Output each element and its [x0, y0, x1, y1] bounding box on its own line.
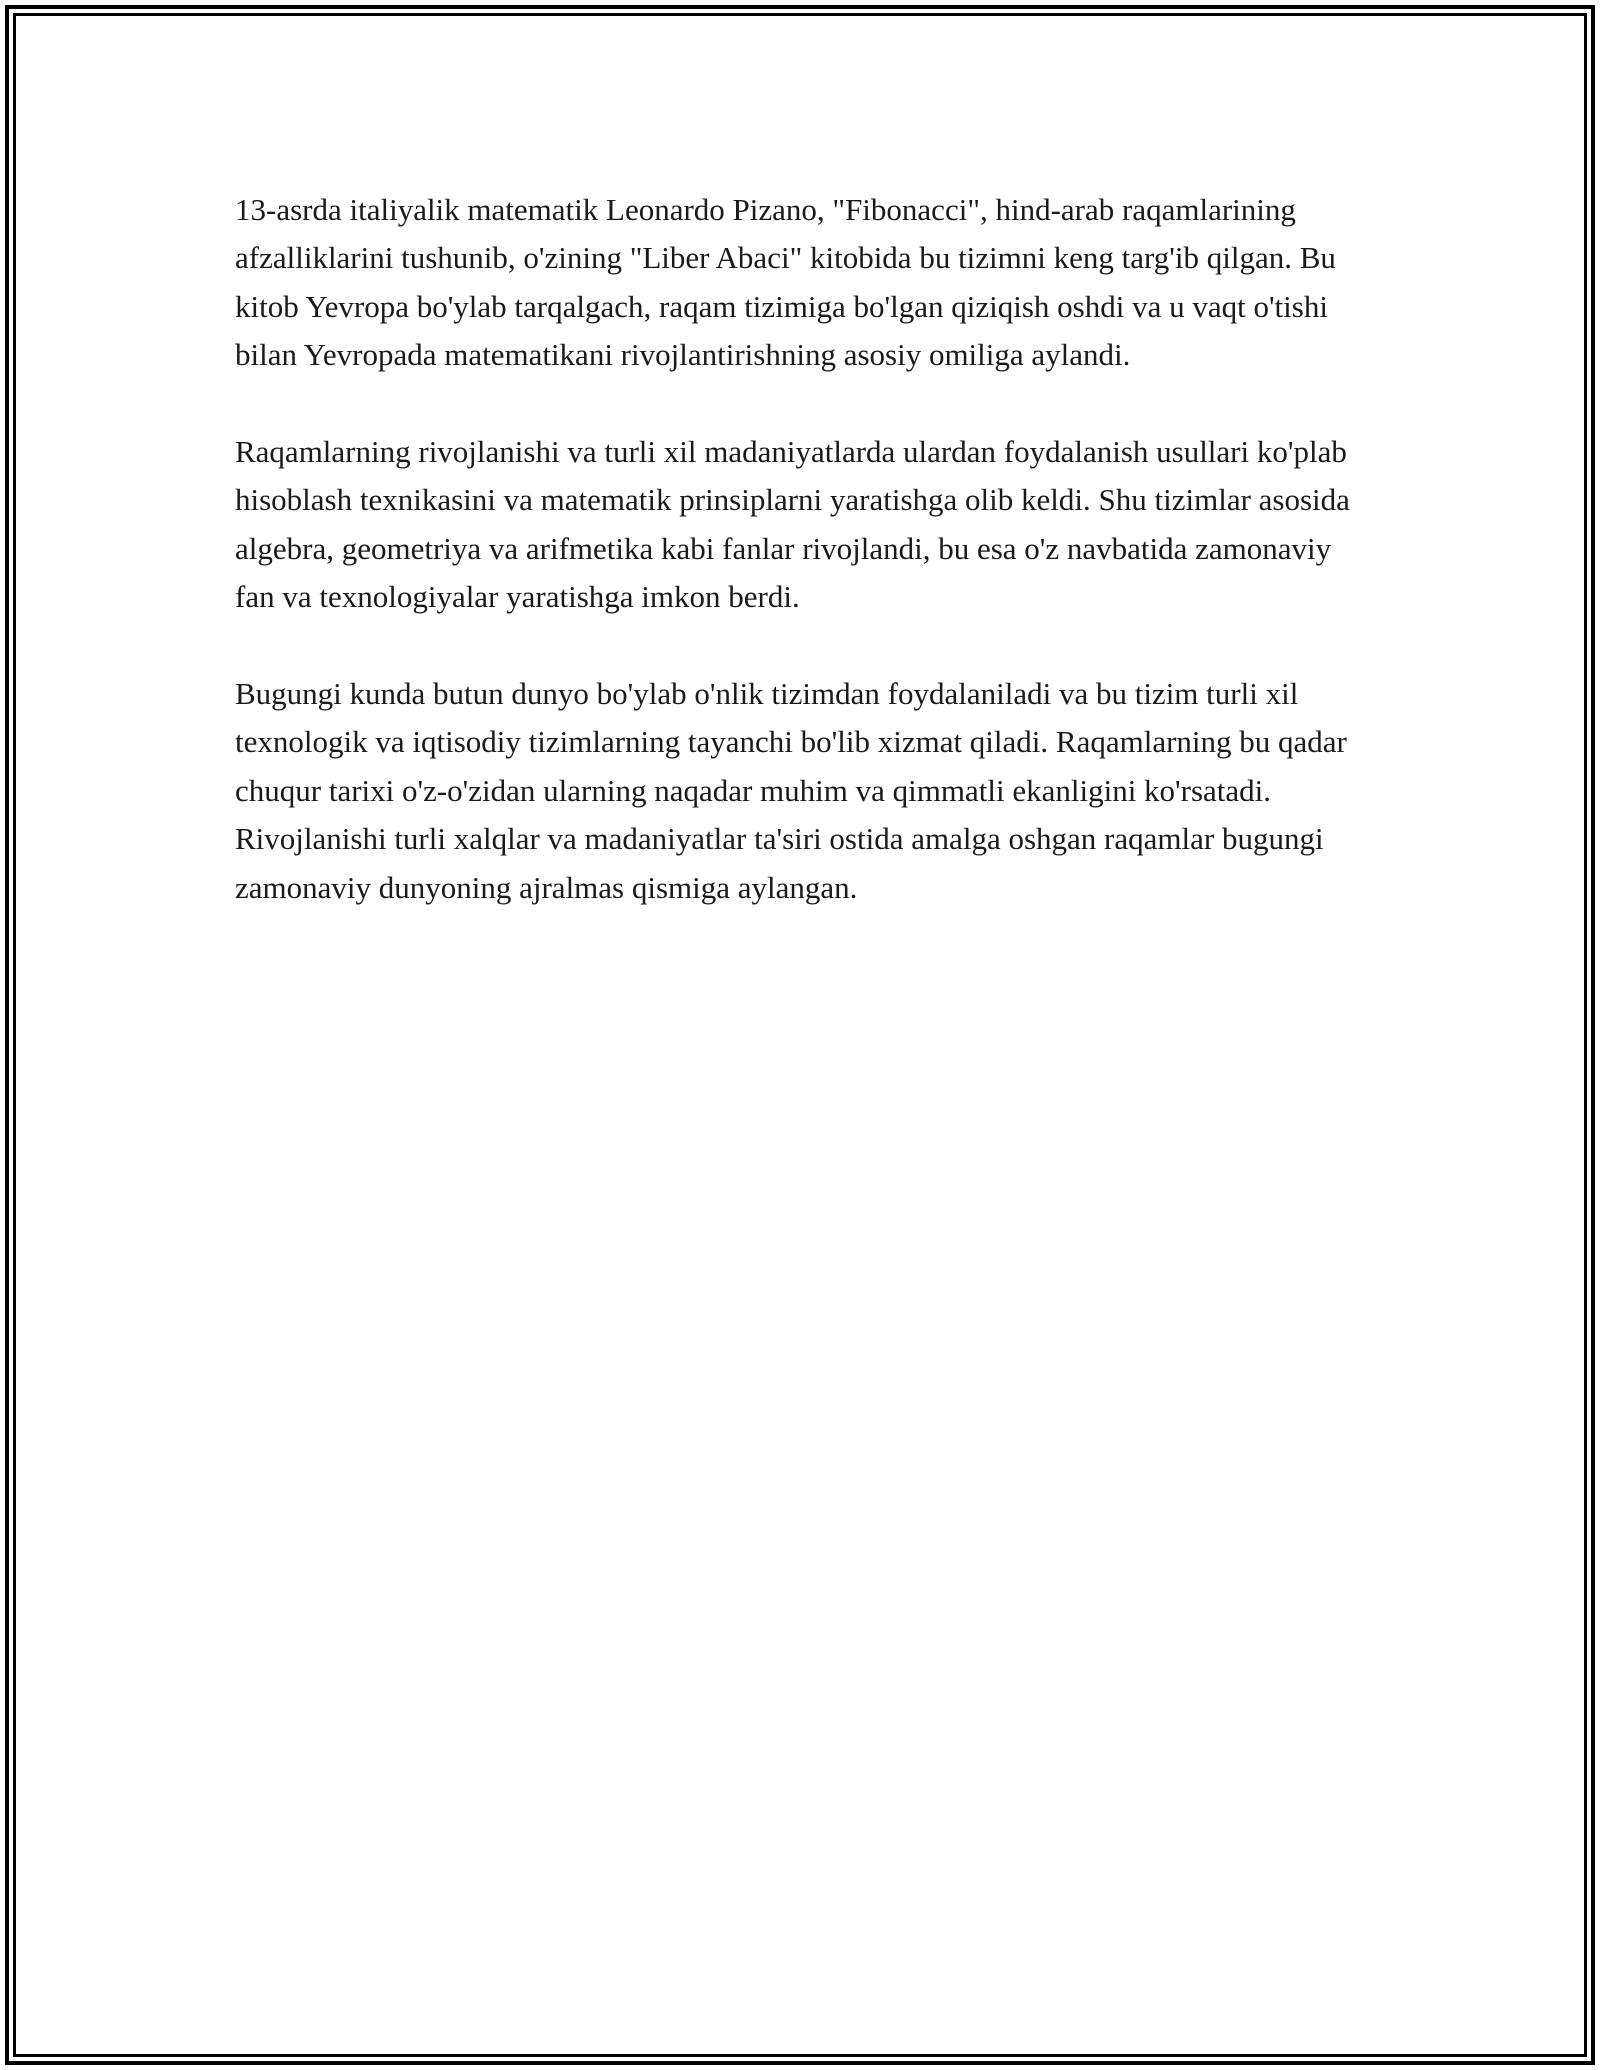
paragraph-1: 13-asrda italiyalik matematik Leonardo Pizano, "Fibonacci", hind-arab raqamlarining afzalliklarini tushunib, o'zining "Liber Abaci" kitobida bu tizimni keng targ'ib qilgan. Bu kitob Yevropa bo'ylab tarqalgach, raqam tizimiga bo'lgan qiziqish oshdi va u vaqt o'tishi bilan Yevropada matematikani rivojlantirishning asosiy omiliga aylandi. [235, 192, 1336, 373]
paragraph-3: Bugungi kunda butun dunyo bo'ylab o'nlik tizimdan foydalaniladi va bu tizim turli xil texnologik va iqtisodiy tizimlarning tayanchi bo'lib xizmat qiladi. Raqamlarning bu qadar chuqur tarixi o'z-o'zidan ularning naqadar muhim va qimmatli ekanligini ko'rsatadi. Rivojlanishi turli xalqlar va madaniyatlar ta'siri ostida amalga oshgan raqamlar bugungi zamonaviy dunyoning ajralmas qismiga aylangan. [235, 676, 1347, 905]
document-body [235, 186, 1375, 960]
paragraph-2: Raqamlarning rivojlanishi va turli xil madaniyatlarda ulardan foydalanish usullari ko'plab hisoblash texnikasini va matematik prinsiplarni yaratishga olib keldi. Shu tizimlar asosida algebra, geometriya va arifmetika kabi fanlar rivojlandi, bu esa o'z navbatida zamonaviy fan va texnologiyalar yaratishga imkon berdi. [235, 434, 1350, 615]
